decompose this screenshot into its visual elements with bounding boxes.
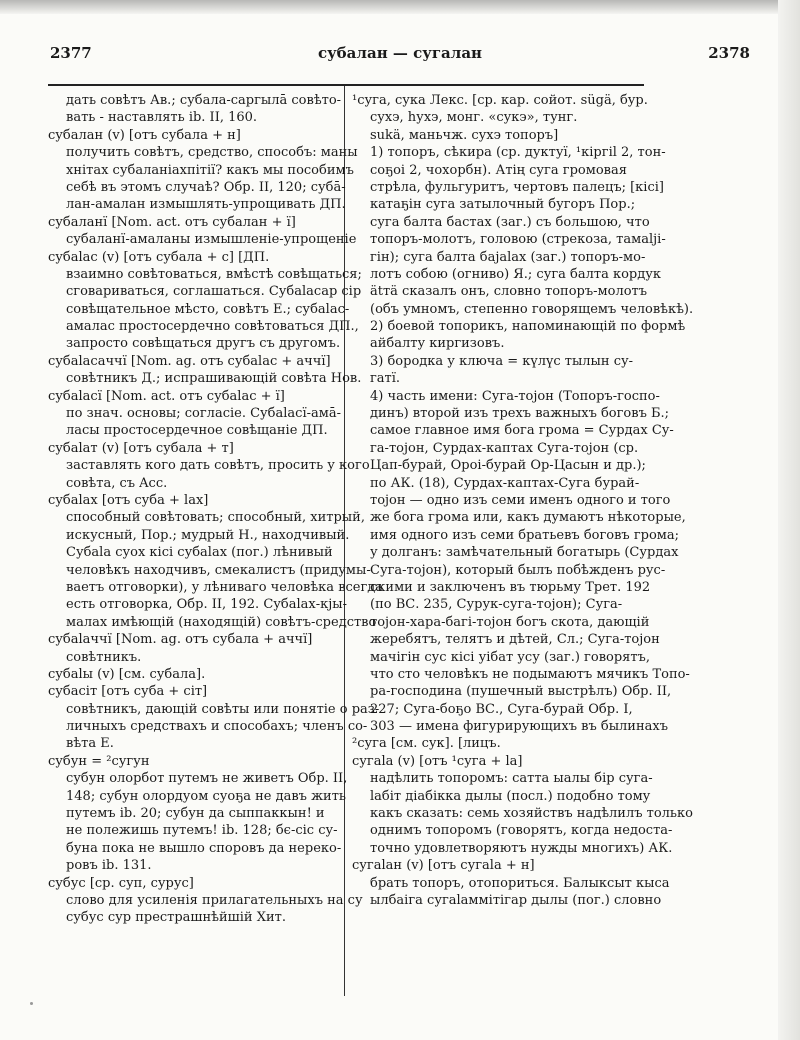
entry-text-line: 227; Суга-боҕо ВС., Суга-бурай Обр. I,: [370, 701, 633, 717]
entry-text-line: ätтä сказалъ онъ, словно топоръ-молотъ: [370, 284, 648, 300]
entry-text-line: 3) бородка у ключа = күлүс тылын су-: [370, 353, 634, 369]
entry-headword-line: субаlасї [Nom. act. отъ субаlас + ї]: [48, 388, 285, 404]
running-title: субалан — сугалан: [317, 44, 483, 62]
entry-text-line: гатї.: [370, 371, 401, 387]
entry-text-line: 4) часть имени: Суга-тојон (Топоръ-госпо-: [370, 388, 660, 404]
entry-text-line: стрѣла, фульгуритъ, чертовъ палецъ; [кісі]: [370, 179, 664, 195]
entry-text-line: заставлять кого дать совѣтъ, просить у кого: [66, 458, 370, 474]
entry-headword-line: сугаlа (v) [отъ ¹суга + lа]: [352, 753, 523, 769]
entry-text-line: дать совѣтъ Ав.; субала-саргылā совѣто-: [66, 93, 342, 108]
entry-text-line: однимъ топоромъ (говорятъ, когда недоста-: [370, 823, 673, 839]
entry-headword-line: субаlы (v) [см. субала].: [48, 666, 206, 682]
entry-text-line: скими и заключенъ въ тюрьму Трет. 192: [370, 579, 651, 595]
entry-headword-line: субаланї [Nom. act. отъ субалан + ї]: [48, 214, 296, 230]
entry-text-line: 1) топоръ, сѣкира (ср. дуктуї, ¹кіргіl 2, тон-: [370, 145, 666, 161]
entry-text-line: lабіт діабікка дылы (посл.) подобно тому: [370, 788, 651, 804]
scan-shadow-top: [0, 0, 800, 14]
entry-text-line: себѣ въ этомъ случаѣ? Обр. II, 120; субā-: [66, 179, 346, 195]
entry-text-line: имя одного изъ семи братьевъ боговъ грома;: [370, 527, 680, 543]
entry-text-line: совѣтникъ.: [66, 649, 142, 665]
scan-edge-right: [778, 0, 800, 1040]
entry-text-line: хнітах субаланіахпітії? какъ мы пособимъ: [66, 162, 354, 178]
entry-text-line: катаҕін суга затылочный бугоръ Пор.;: [370, 197, 636, 213]
entry-text-line: не полежишь путемъ! ib. 128; бє-сіс су-: [66, 823, 338, 839]
entry-text-line: (объ умномъ, степенно говорящемъ человѣкѣ).: [370, 301, 694, 317]
entry-text-line: точно удовлетворяютъ нужды многихъ) АК.: [370, 840, 673, 856]
entry-text-line: гін); суга балта бајаlах (заг.) топоръ-мо-: [370, 249, 646, 265]
entry-text-line: соҕоі 2, чохорбн). Атің суга громовая: [370, 162, 627, 178]
page-number-right: 2378: [708, 44, 750, 62]
entry-text-line: запросто совѣщаться другъ съ другомъ.: [66, 336, 341, 352]
entry-text-line: топоръ-молотъ, головою (стрекоза, тамаljі-: [370, 232, 666, 248]
entry-text-line: по АК. (18), Сурдах-каптах-Суга бурай-: [370, 475, 640, 491]
entry-text-line: Цап-бурай, Ороі-бурай Ор-Цасын и др.);: [370, 458, 646, 474]
entry-headword-line: субаlас (v) [отъ субала + с] [ДП.: [48, 249, 270, 265]
entry-text-line: у долганъ: замѣчательный богатырь (Сурдах: [370, 545, 679, 561]
left-column: [48, 92, 384, 927]
entry-text-line: sukä, маньчж. сухэ топоръ]: [370, 127, 559, 143]
entry-text-line: айбалту киргизовъ.: [370, 336, 505, 352]
entry-text-line: 2) боевой топорикъ, напоминающій по формѣ: [370, 319, 686, 335]
entry-text-line: мачігін сус кісі уібат усу (заг.) говорятъ,: [370, 649, 650, 665]
right-column: [352, 92, 694, 909]
page-number-left: 2377: [50, 44, 92, 62]
entry-text-line: что сто человѣкъ не подымаютъ мячикъ Топо-: [370, 666, 690, 682]
entry-text-line: динъ) второй изъ трехъ важныхъ боговъ Б.;: [370, 406, 670, 422]
header-rule: [48, 84, 644, 86]
entry-text-line: вѣта Е.: [66, 736, 114, 752]
entry-headword-line: сугаlан (v) [отъ сугаlа + н]: [352, 858, 535, 874]
entry-text-line: взаимно совѣтоваться, вмѣстѣ совѣщаться;: [66, 266, 362, 282]
scan-speck: [30, 1002, 33, 1005]
entry-text-line: субун олорбот путемъ не живетъ Обр. II,: [66, 771, 348, 787]
entry-text-line: человѣкъ находчивъ, смекалистъ (придумы-: [66, 562, 371, 578]
entry-text-line: личныхъ средствахъ и способахъ; членъ со-: [66, 719, 368, 735]
entry-text-line: какъ сказать: семь хозяйствъ надѣлилъ только: [370, 806, 693, 822]
entry-text-line: субаланї-амаланы измышленіе-упрощеніе: [66, 232, 357, 248]
entry-text-line: путемъ ib. 20; субун да сыппаккын! и: [66, 806, 325, 822]
entry-text-line: ылбаіга сугаlаммітігар дылы (пог.) словно: [370, 892, 662, 908]
entry-text-line: ра-господина (пушечный выстрѣлъ) Обр. II,: [370, 684, 672, 700]
entry-text-line: самое главное имя бога грома = Сурдах Су-: [370, 423, 674, 439]
entry-text-line: совѣта, съ Acc.: [66, 475, 168, 491]
entry-headword-line: субаlасаччї [Nom. ag. отъ субаlас + аччї]: [48, 353, 331, 369]
entry-text-line: жеребятъ, телятъ и дѣтей, Сл.; Суга-тојон: [370, 632, 660, 648]
entry-text-line: есть отговорка, Обр. II, 192. Субаlах-кjы-: [66, 597, 348, 613]
entry-text-line: искусный, Пор.; мудрый Н., находчивый.: [66, 527, 350, 543]
entry-text-line: сговариваться, соглашаться. Субаlасар сір: [66, 284, 362, 300]
entry-text-line: ваетъ отговорки), у лѣниваго человѣка всегда: [66, 579, 384, 595]
entry-text-line: по знач. основы; согласіе. Субаlасї-амā-: [66, 406, 342, 422]
entry-text-line: Субаlа суох кісі субаlах (пог.) лѣнивый: [66, 545, 333, 561]
entry-headword-line: субун = ²сугун: [48, 753, 150, 769]
entry-text-line: амалас простосердечно совѣтоваться ДП.,: [66, 319, 359, 335]
page-header: [50, 44, 750, 68]
entry-text-line: суга балта бастах (заг.) съ большою, что: [370, 214, 650, 230]
entry-text-line: же бога грома или, какъ думаютъ нѣкоторые,: [370, 510, 686, 526]
entry-text-line: ласы простосердечное совѣщаніе ДП.: [66, 423, 328, 439]
entry-text-line: 303 — имена фигурирующихъ въ былинахъ: [370, 719, 668, 735]
entry-text-line: 148; субун олордуом суоҕа не давъ жить: [66, 788, 346, 804]
entry-text-line: получить совѣтъ, средство, способъ: маны: [66, 145, 358, 161]
entry-text-line: слово для усиленія прилагательныхъ на су: [66, 892, 363, 908]
entry-text-line: ровъ ib. 131.: [66, 858, 152, 874]
entry-text-line: га-тојон, Сурдах-каптах Суга-тојон (ср.: [370, 440, 639, 456]
entry-text-line: субус сур престрашнѣйшій Хит.: [66, 910, 286, 926]
entry-text-line: сухэ, һухэ, монг. «сукэ», тунг.: [370, 110, 578, 126]
entry-text-line: тојон — одно изъ семи именъ одного и того: [370, 492, 671, 508]
entry-text-line: вать - наставлять ib. II, 160.: [66, 110, 258, 126]
entry-headword-line: ²суга [см. сук]. [лицъ.: [352, 736, 501, 752]
entry-headword-line: субаlат (v) [отъ субала + т]: [48, 440, 234, 456]
entry-text-line: тојон-хара-багі-тојон богъ скота, дающій: [370, 614, 650, 630]
entry-text-line: совѣтникъ, дающій совѣты или понятіе о раз-: [66, 701, 380, 717]
entry-text-line: буна пока не вышло споровъ да нереко-: [66, 840, 342, 856]
entry-text-line: лотъ собою (огниво) Я.; суга балта кордук: [370, 266, 662, 282]
entry-text-line: Суга-тојон), который былъ побѣжденъ рус-: [370, 562, 666, 578]
entry-text-line: малах имѣющій (находящій) совѣтъ-средство: [66, 614, 377, 630]
entry-headword-line: ¹суга, сука Лекс. [ср. кар. сойот. sügä, бур.: [352, 93, 648, 108]
entry-text-line: брать топоръ, отопориться. Балыксыт кыса: [370, 875, 670, 891]
entry-headword-line: субасіт [отъ суба + сіт]: [48, 684, 208, 700]
entry-headword-line: субус [ср. суп, сурус]: [48, 875, 194, 891]
entry-text-line: совѣтникъ Д.; испрашивающій совѣта Нов.: [66, 371, 362, 387]
entry-headword-line: субаlаччї [Nom. ag. отъ субала + аччї]: [48, 632, 313, 648]
entry-text-line: способный совѣтовать; способный, хитрый,: [66, 510, 365, 526]
entry-text-line: (по ВС. 235, Сурук-суга-тојон); Суга-: [370, 597, 623, 613]
entry-text-line: надѣлить топоромъ: сатта ыалы бір суга-: [370, 771, 653, 787]
entry-headword-line: субалан (v) [отъ субала + н]: [48, 127, 241, 143]
entry-headword-line: субаlах [отъ суба + lах]: [48, 492, 209, 508]
entry-text-line: совѣщательное мѣсто, совѣтъ Е.; субаlас-: [66, 301, 350, 317]
entry-text-line: лан-амалан измышлять-упрощивать ДП.: [66, 197, 346, 213]
